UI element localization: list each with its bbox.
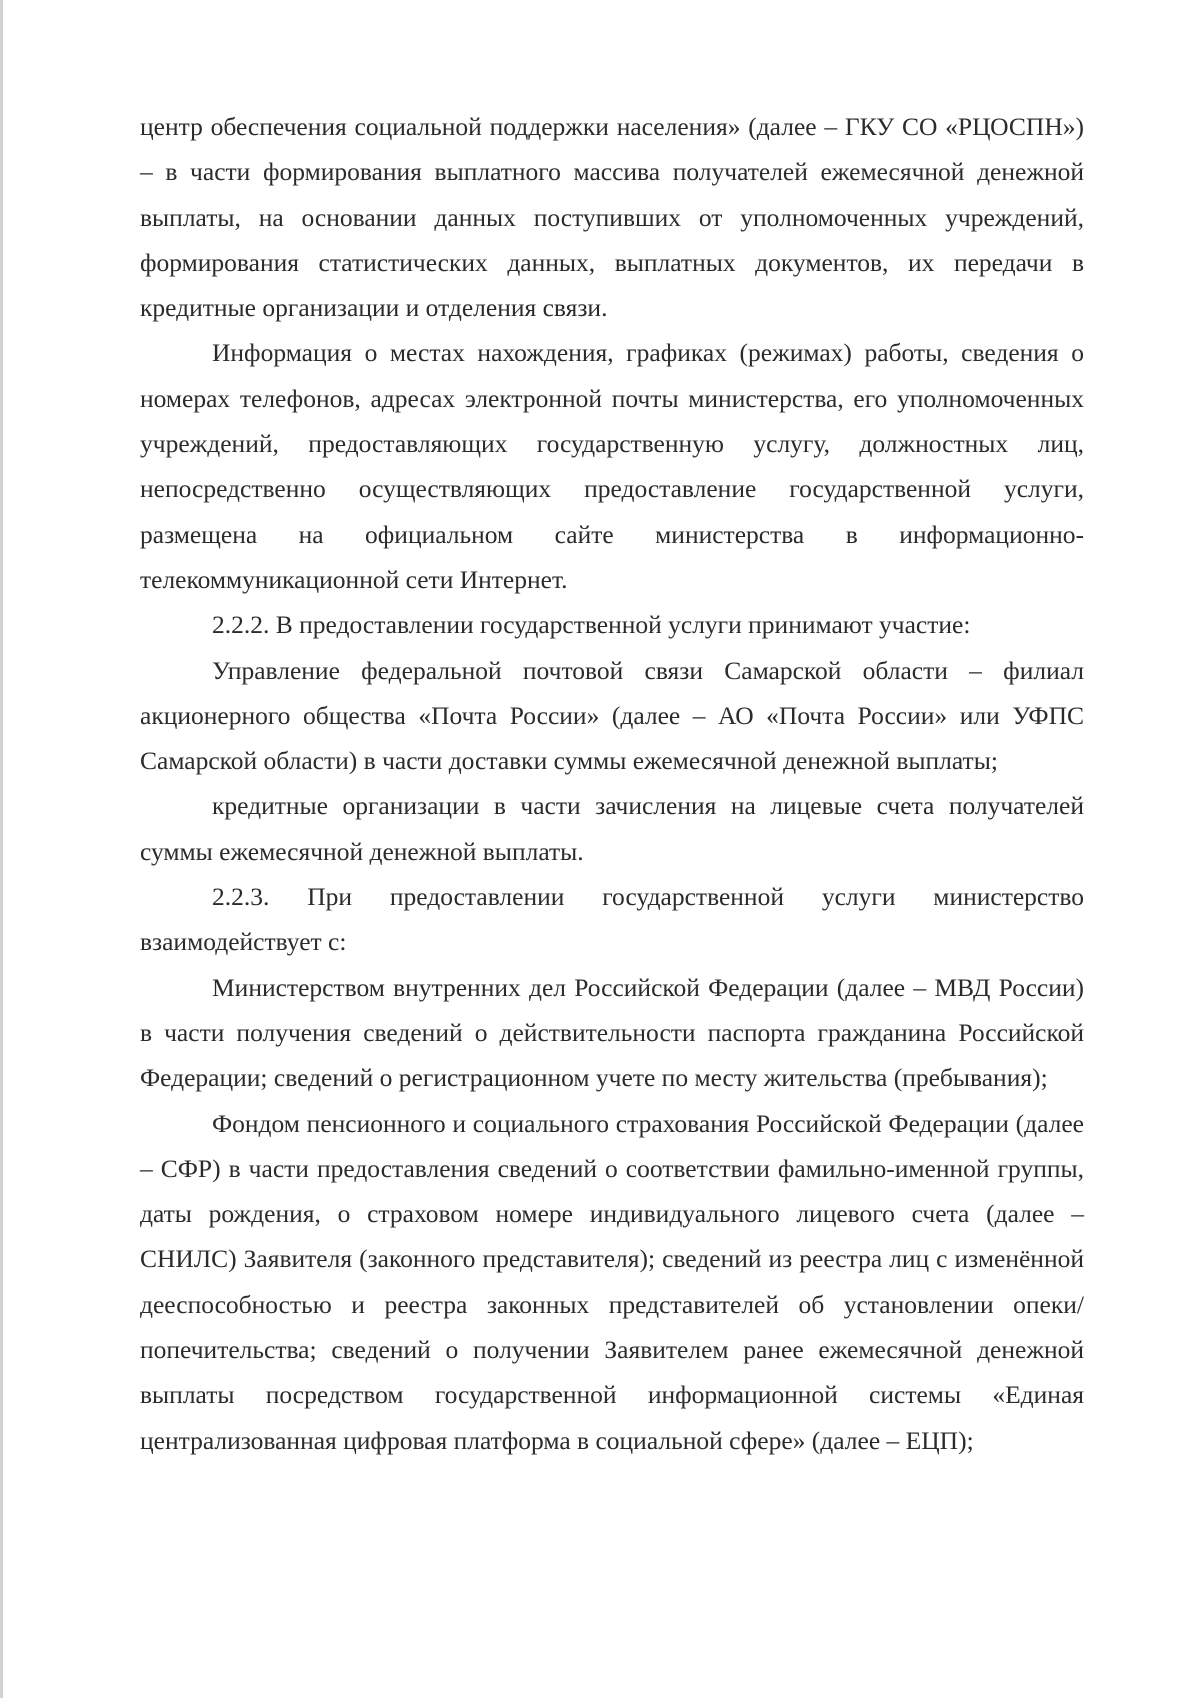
paragraph-2-2-3: 2.2.3. При предоставлении государственной услуги министерство взаимодействует с:	[140, 882, 1084, 957]
paragraph-information: Информация о местах нахождения, графиках (режимах) работы, сведения о номерах телефонов, адресах электронной почты министерства, его уполномоченных учреждений, предоставляющих государственную услугу, должностных лиц, непосредственно осуществляющих предоставление государственной услуги, размещена на официальном сайте министерства в информационно-телекоммуникационной сети Интернет.	[140, 338, 1084, 594]
paragraph-credit-organizations: кредитные организации в части зачисления на лицевые счета получателей суммы ежемесячной денежной выплаты.	[140, 791, 1084, 866]
paragraph-sfr: Фондом пенсионного и социального страхования Российской Федерации (далее – СФР) в части предоставления сведений о соответствии фамильно-именной группы, даты рождения, о страховом номере индивидуального лицевого счета (далее – СНИЛС) Заявителя (законного представителя); сведений из реестра лиц с изменённой дееспособностью и реестра законных представителей об установлении опеки/попечительства; сведений о получении Заявителем ранее ежемесячной денежной выплаты посредством государственной информационной системы «Единая централизованная цифровая платформа в социальной сфере» (далее – ЕЦП);	[140, 1108, 1084, 1455]
scan-edge	[0, 0, 3, 1698]
paragraph-post-office: Управление федеральной почтовой связи Самарской области – филиал акционерного общества «Почта России» (далее – АО «Почта России» или УФПС Самарской области) в части доставки суммы ежемесячной денежной выплаты;	[140, 655, 1084, 776]
paragraph-continuation: центр обеспечения социальной поддержки населения» (далее – ГКУ СО «РЦОСПН») – в части формирования выплатного массива получателей ежемесячной денежной выплаты, на основании данных поступивших от уполномоченных учреждений, формирования статистических данных, выплатных документов, их передачи в кредитные организации и отделения связи.	[140, 112, 1084, 323]
paragraph-2-2-2: 2.2.2. В предоставлении государственной услуги принимают участие:	[212, 610, 971, 640]
paragraph-mvd: Министерством внутренних дел Российской Федерации (далее – МВД России) в части получения сведений о действительности паспорта гражданина Российской Федерации; сведений о регистрационном учете по месту жительства (пребывания);	[140, 972, 1084, 1093]
document-body	[140, 104, 1084, 1463]
